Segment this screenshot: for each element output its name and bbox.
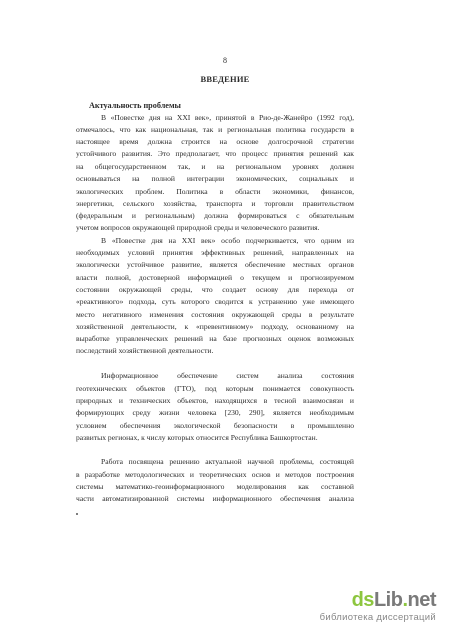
section-heading: ВВЕДЕНИЕ	[200, 74, 250, 84]
text-line: системы математико-геоинформационного моделирования как составной	[76, 482, 354, 491]
text-line: развитых регионах, к числу которых относится Республика Башкортостан.	[76, 433, 318, 442]
text-line: Работа посвящена решению актуальной научной проблемы, состоящей	[101, 457, 354, 466]
text-line: энергетики, сельского хозяйства, транспорта и торговли правительством	[76, 199, 354, 208]
text-line: основываться на полной интеграции экономических, социальных и	[76, 174, 354, 183]
text-line: последствий хозяйственной деятельности.	[76, 346, 214, 355]
text-line: Информационное обеспечение систем анализа состояния	[101, 371, 354, 380]
watermark-brand-lib: Lib	[373, 589, 403, 611]
text-line: (федеральным и региональным) должна формироваться с обязательным	[76, 211, 354, 220]
text-line: геотехнических объектов (ГТО), под которым понимается совокупность	[76, 384, 354, 393]
text-line: выработке управленческих решений на базе прогнозных оценок возможных	[76, 334, 354, 343]
text-line: хозяйственной деятельности, к «превентивному» подходу, основанному на	[76, 322, 354, 331]
text-line: условием обеспечения экологической безопасности в промышленно	[76, 421, 354, 430]
watermark-subtitle: библиотека диссертаций	[319, 612, 436, 623]
watermark-brand-net: net	[407, 589, 436, 611]
scan-speck	[76, 513, 78, 515]
text-line: формирующих среду жизни человека [230, 290], является необходимым	[76, 408, 354, 417]
text-line: экологически устойчивое развитие, является обеспечение местных органов	[76, 260, 354, 269]
text-line: В «Повестке дня на XXI век» особо подчеркивается, что одним из	[101, 236, 354, 245]
text-line: настоящее время должна строится на основе долгосрочной стратегии	[76, 137, 354, 146]
text-line: в разработке методологических и теоретических основ и методов построения	[76, 470, 354, 479]
page-number: 8	[223, 56, 227, 65]
text-line: отмечалось, что как национальная, так и региональная политика государств в	[76, 125, 354, 134]
watermark-logo	[352, 589, 436, 612]
text-line: части автоматизированной системы информационного обеспечения анализа	[76, 494, 354, 503]
text-line: В «Повестке дня на XXI век», принятой в Рио-де-Жанейро (1992 год),	[101, 113, 354, 122]
text-line: необходимых условий принятия эффективных решений, направленных на	[76, 248, 354, 257]
text-line: на общегосударственном так, и на региональном уровнях должен	[76, 162, 354, 171]
text-line: власти полной, достоверной информацией о текущем и прогнозируемом	[76, 273, 354, 282]
watermark-brand-dot: .	[402, 589, 408, 611]
text-line: место негативного изменения состояния окружающей среды в результате	[76, 310, 354, 319]
text-line: экологических проблем. Политика в области экономики, финансов,	[76, 187, 354, 196]
watermark	[236, 589, 436, 629]
watermark-brand-ds: ds	[351, 589, 374, 611]
text-line: «реактивного» подхода, суть которого сводится к устранению уже имеющего	[76, 297, 354, 306]
text-line: устойчивого развития. Это предполагает, что процесс принятия решений как	[76, 149, 354, 158]
text-line: состоянии окружающей среды, что создает основу для перехода от	[76, 285, 354, 294]
text-line: природных и технических объектов, находящихся в тесной взаимосвязи и	[76, 396, 354, 405]
subsection-heading: Актуальность проблемы	[89, 101, 181, 110]
text-line: учетом вопросов окружающей природной среды и человеческого развития.	[76, 223, 320, 232]
